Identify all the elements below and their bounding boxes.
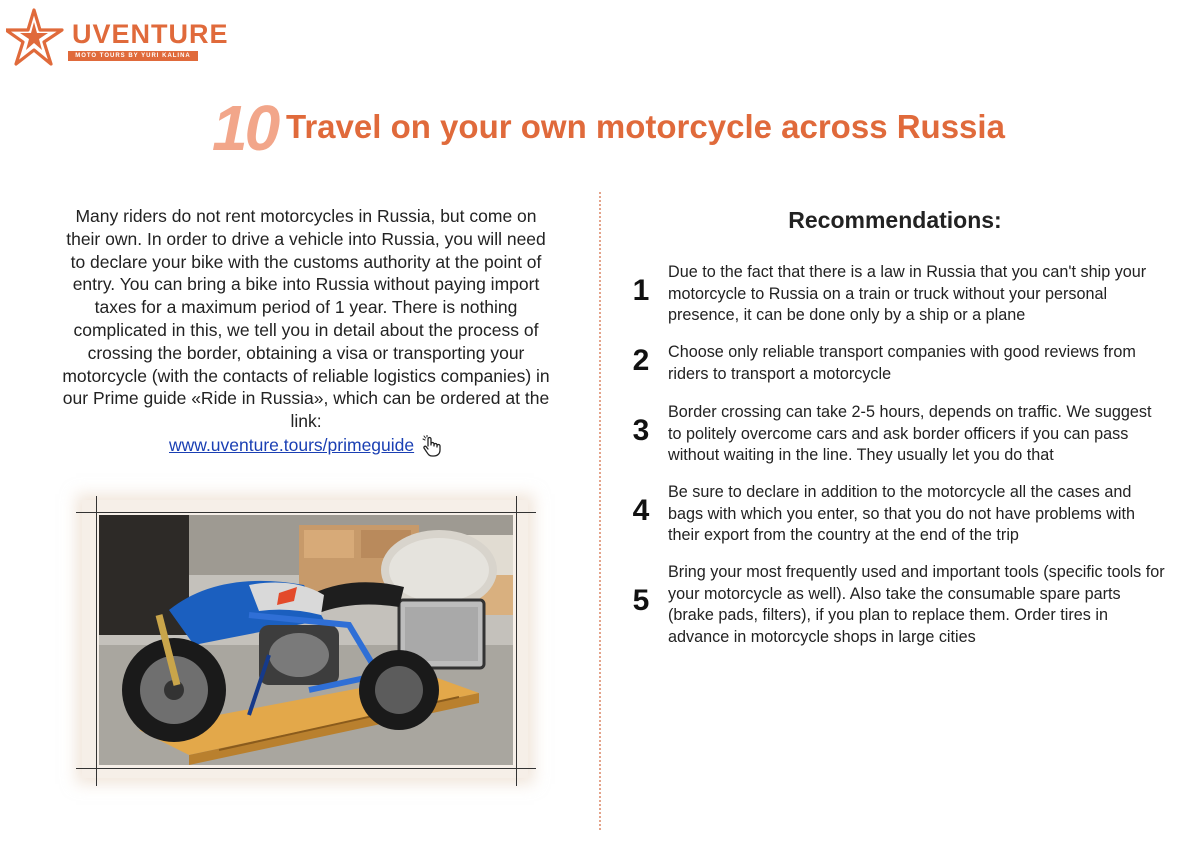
photo-frame [82,500,528,778]
prime-guide-link[interactable]: www.uventure.tours/primeguide [169,434,415,455]
motorcycle-on-pallet-photo [99,515,513,765]
brand-name: UVENTURE [72,19,229,49]
recommendation-number: 3 [632,414,650,447]
brand-tagline: MOTO TOURS BY YURI KALINA [68,51,198,61]
intro-paragraph [58,205,554,457]
recommendation-text: Be sure to declare in addition to the motorcycle all the cases and bags with which you enter, so that you do not have problems with their export from the country at the end of the trip [668,483,1136,545]
recommendation-text: Due to the fact that there is a law in Russia that you can't ship your motorcycle to Russia on a train or truck without your personal presence, it can be done only by a ship or a plane [668,263,1147,325]
page-headline [212,92,1032,166]
brand-logo [6,8,229,68]
hand-pointer-icon [421,435,443,457]
motorcycle-illustration [99,515,513,765]
recommendation-number: 5 [632,584,650,617]
intro-text: Many riders do not rent motorcycles in Russia, but come on their own. In order to drive a vehicle into Russia, you will need to declare your bike with the customs authority at the point of entry. You can bring a bike into Russia without paying import taxes for a maximum period of 1 year. There is nothing complicated in this, we tell you in detail about the process of crossing the border, obtaining a visa or transporting your motorcycle (with the contacts of reliable logistics companies) in our Prime guide «Ride in Russia», which can be ordered at the link: [62,206,550,432]
recommendation-number: 4 [632,494,650,527]
recommendation-text: Border crossing can take 2-5 hours, depends on traffic. We suggest to politely overcome cars and ask border officers if you can pass without waiting in the line. They usually let you do that [668,403,1152,465]
star-logo-icon [6,8,68,68]
section-number: 10 [212,92,278,164]
column-divider [599,192,601,830]
page-title: Travel on your own motorcycle across Russia [286,108,1005,145]
recommendation-number: 1 [632,274,650,307]
recommendation-text: Bring your most frequently used and important tools (specific tools for your motorcycle as well). Also take the consumable spare parts (brake pads, filters), if you plan to replace them. Order tires in advance in motorcycle shops in large cities [668,563,1165,646]
recommendation-text: Choose only reliable transport companies with good reviews from riders to transport a motorcycle [668,343,1136,383]
recommendations-heading: Recommendations: [788,207,1002,233]
recommendation-number: 2 [632,344,650,377]
